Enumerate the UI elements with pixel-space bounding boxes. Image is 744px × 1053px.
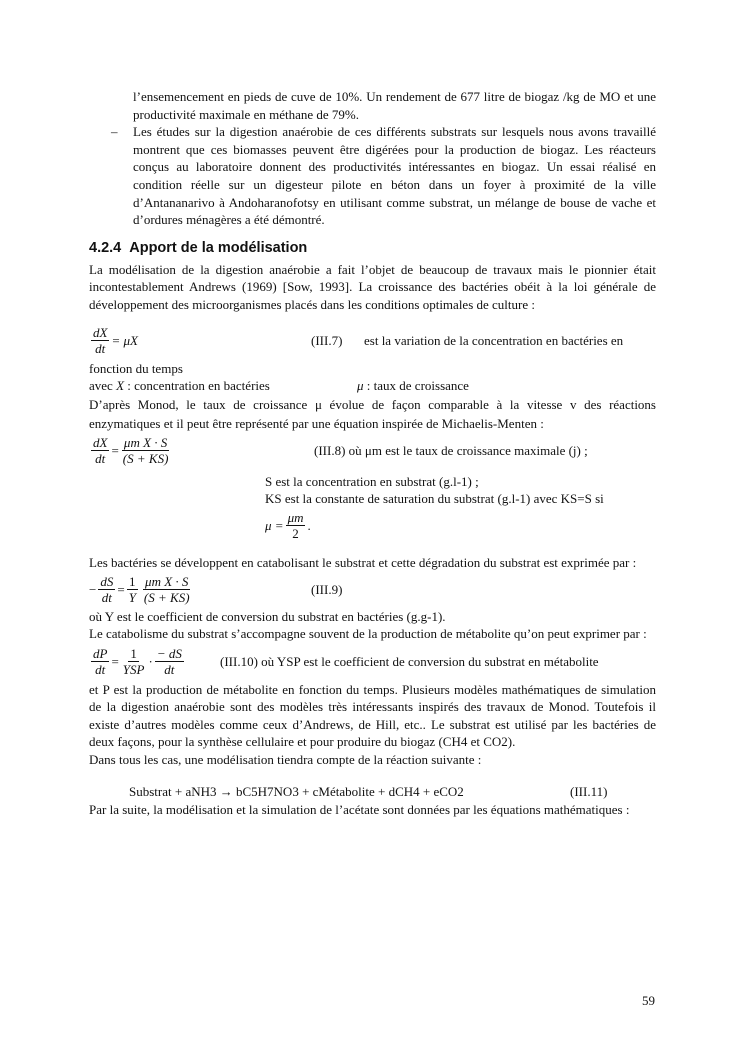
eq7-label: (III.7): [311, 332, 343, 348]
reaction-iii-11: [89, 783, 656, 801]
equation-iii-10: [89, 643, 656, 681]
eq10-equals: =: [111, 653, 119, 669]
eq9-lhs-den: dt: [101, 589, 112, 605]
reaction-label: (III.11): [570, 783, 608, 799]
bullet-text: Les études sur la digestion anaérobie de ces différents substrats sur lesquels nous avons travaillé montrent que ces biomasses peuvent être digérées pour la production de biogaz. Les réacteurs conçus au laboratoire donnent des productivités intéressantes en biogaz. Un essai réalisé en condition réelle sur un digesteur pilote en béton dans un foyer à proximité de la ville d’Antananarivo à Andoharanofotsy en utilisant comme substrat, un mélange de bouse de vache et d’ordures ménagères a été démontré.: [133, 124, 656, 228]
eq9-rhs-num: μm X · S: [145, 573, 189, 589]
equation-iii-8: [89, 433, 656, 469]
eq10-coef: [121, 646, 147, 678]
paragraph-acetate: Par la suite, la modélisation et la simulation de l’acétate sont données par les équations mathématiques :: [89, 801, 630, 817]
section-title: Apport de la modélisation: [129, 239, 308, 256]
avec-x-desc: : concentration en bactéries: [127, 378, 270, 394]
eq10-label: (III.10) où YSP est le coefficient de conversion du substrat en métabolite: [220, 653, 599, 669]
eq10-lhs-den: dt: [95, 661, 106, 677]
paragraph-metabolite: Le catabolisme du substrat s’accompagne souvent de la production de métabolite qu’on peut exprimer par :: [89, 626, 647, 642]
section-heading: [89, 239, 656, 257]
eq8-s-def: S est la concentration en substrat (g.l-1) ;: [265, 473, 479, 489]
equation-iii-7: [89, 322, 656, 360]
eq10-dot: ·: [148, 653, 153, 669]
eq7-rhs: = μX: [111, 332, 138, 348]
eq8-lhs-num: dX: [93, 434, 108, 450]
eq9-minus: −: [89, 581, 97, 597]
avec-prefix: avec: [89, 378, 113, 394]
eq8-mu-end: .: [307, 517, 311, 533]
eq8-rhs-num: μm X · S: [123, 434, 168, 450]
eq9-lhs: [98, 574, 115, 606]
eq8-mu-den: 2: [292, 525, 299, 541]
avec-line: [89, 377, 656, 395]
bullet-item: [111, 123, 656, 229]
paragraph-models: et P est la production de métabolite en fonction du temps. Plusieurs modèles mathématiques de simulation de la digestion anaérobie sont des modèles très intéressants inspirés des travaux de Monod. Toutefois il existe d’autres modèles comme ceux d’Andrews, de Hill, etc.. Le substrat est utilisé par les bactéries de deux façons, pour la synthèse cellulaire et pour produire du biogaz (CH4 et CO2).: [89, 681, 656, 750]
paragraph-monod: D’après Monod, le taux de croissance μ évolue de façon comparable à la vitesse v des réactions enzymatiques et il peut être représenté par une équation inspirée de Michaelis-Menten :: [89, 396, 656, 431]
eq9-coef-den: Y: [128, 589, 136, 605]
paragraph-y-def: où Y est le coefficient de conversion du substrat en bactéries (g.g-1).: [89, 608, 446, 624]
eq9-coef-num: 1: [129, 573, 136, 589]
eq8-mu-half: [265, 508, 656, 544]
eq10-rhs-num: − dS: [156, 645, 182, 661]
eq10-rhs-den: dt: [164, 661, 175, 677]
bullet-continuation: l’ensemencement en pieds de cuve de 10%. Un rendement de 677 litre de biogaz /kg de MO et une productivité maximale en méthane de 79%.: [133, 89, 656, 122]
section-number: 4.2.4: [89, 239, 122, 256]
eq7-fraction: [91, 325, 109, 357]
eq7-description: est la variation de la concentration en bactéries en: [364, 332, 624, 348]
eq7-description-cont: fonction du temps: [89, 360, 183, 376]
reaction-text: Substrat + aNH3 → bC5H7NO3 + cMétabolite + dCH4 + eCO2: [129, 783, 464, 799]
eq8-rhs-den: (S + KS): [122, 450, 169, 466]
eq7-numerator: dX: [93, 324, 108, 340]
avec-mu-group: [357, 377, 469, 395]
eq9-label: (III.9): [311, 581, 343, 597]
document-page: [89, 88, 656, 818]
equation-iii-9: [89, 572, 656, 608]
eq10-coef-num: 1: [130, 645, 137, 661]
eq10-coef-den: YSP: [122, 661, 145, 677]
eq9-lhs-num: dS: [100, 573, 114, 589]
avec-var: X: [116, 378, 125, 394]
eq10-lhs-num: dP: [93, 645, 108, 661]
eq9-rhs-den: (S + KS): [143, 589, 190, 605]
eq8-ks-def: KS est la constante de saturation du substrat (g.l-1) avec KS=S si: [265, 491, 604, 507]
eq8-mu-lhs: μ =: [265, 517, 284, 533]
eq8-mu-frac: [286, 510, 306, 542]
eq8-lhs-den: dt: [95, 450, 106, 466]
eq8-equals: =: [111, 442, 119, 458]
avec-mu: μ: [357, 378, 364, 394]
paragraph-intro: La modélisation de la digestion anaérobie a fait l’objet de beaucoup de travaux mais le pionnier était incontestablement Andrews (1969) [Sow, 1993]. La croissance des bactéries obéit à la loi générale de développement des microorganismes placés dans les conditions optimales de culture :: [89, 261, 656, 312]
eq9-rhs: [142, 574, 192, 606]
eq9-coef: [127, 574, 138, 606]
bullet-dash: –: [111, 124, 118, 140]
paragraph-catabolism: Les bactéries se développent en catabolisant le substrat et cette dégradation du substrat est exprimée par :: [89, 554, 637, 570]
eq10-rhs: [155, 646, 184, 678]
eq7-denominator: dt: [95, 340, 106, 356]
eq8-label: (III.8) où μm est le taux de croissance maximale (j) ;: [314, 442, 588, 458]
paragraph-reaction-intro: Dans tous les cas, une modélisation tiendra compte de la réaction suivante :: [89, 752, 482, 768]
page-number: 59: [642, 993, 655, 1008]
eq8-rhs: [121, 435, 171, 467]
eq8-mu-num: μm: [287, 509, 304, 525]
eq9-equals: =: [117, 581, 125, 597]
avec-mu-desc: : taux de croissance: [366, 378, 469, 394]
eq10-lhs: [91, 646, 109, 678]
eq8-lhs: [91, 435, 109, 467]
